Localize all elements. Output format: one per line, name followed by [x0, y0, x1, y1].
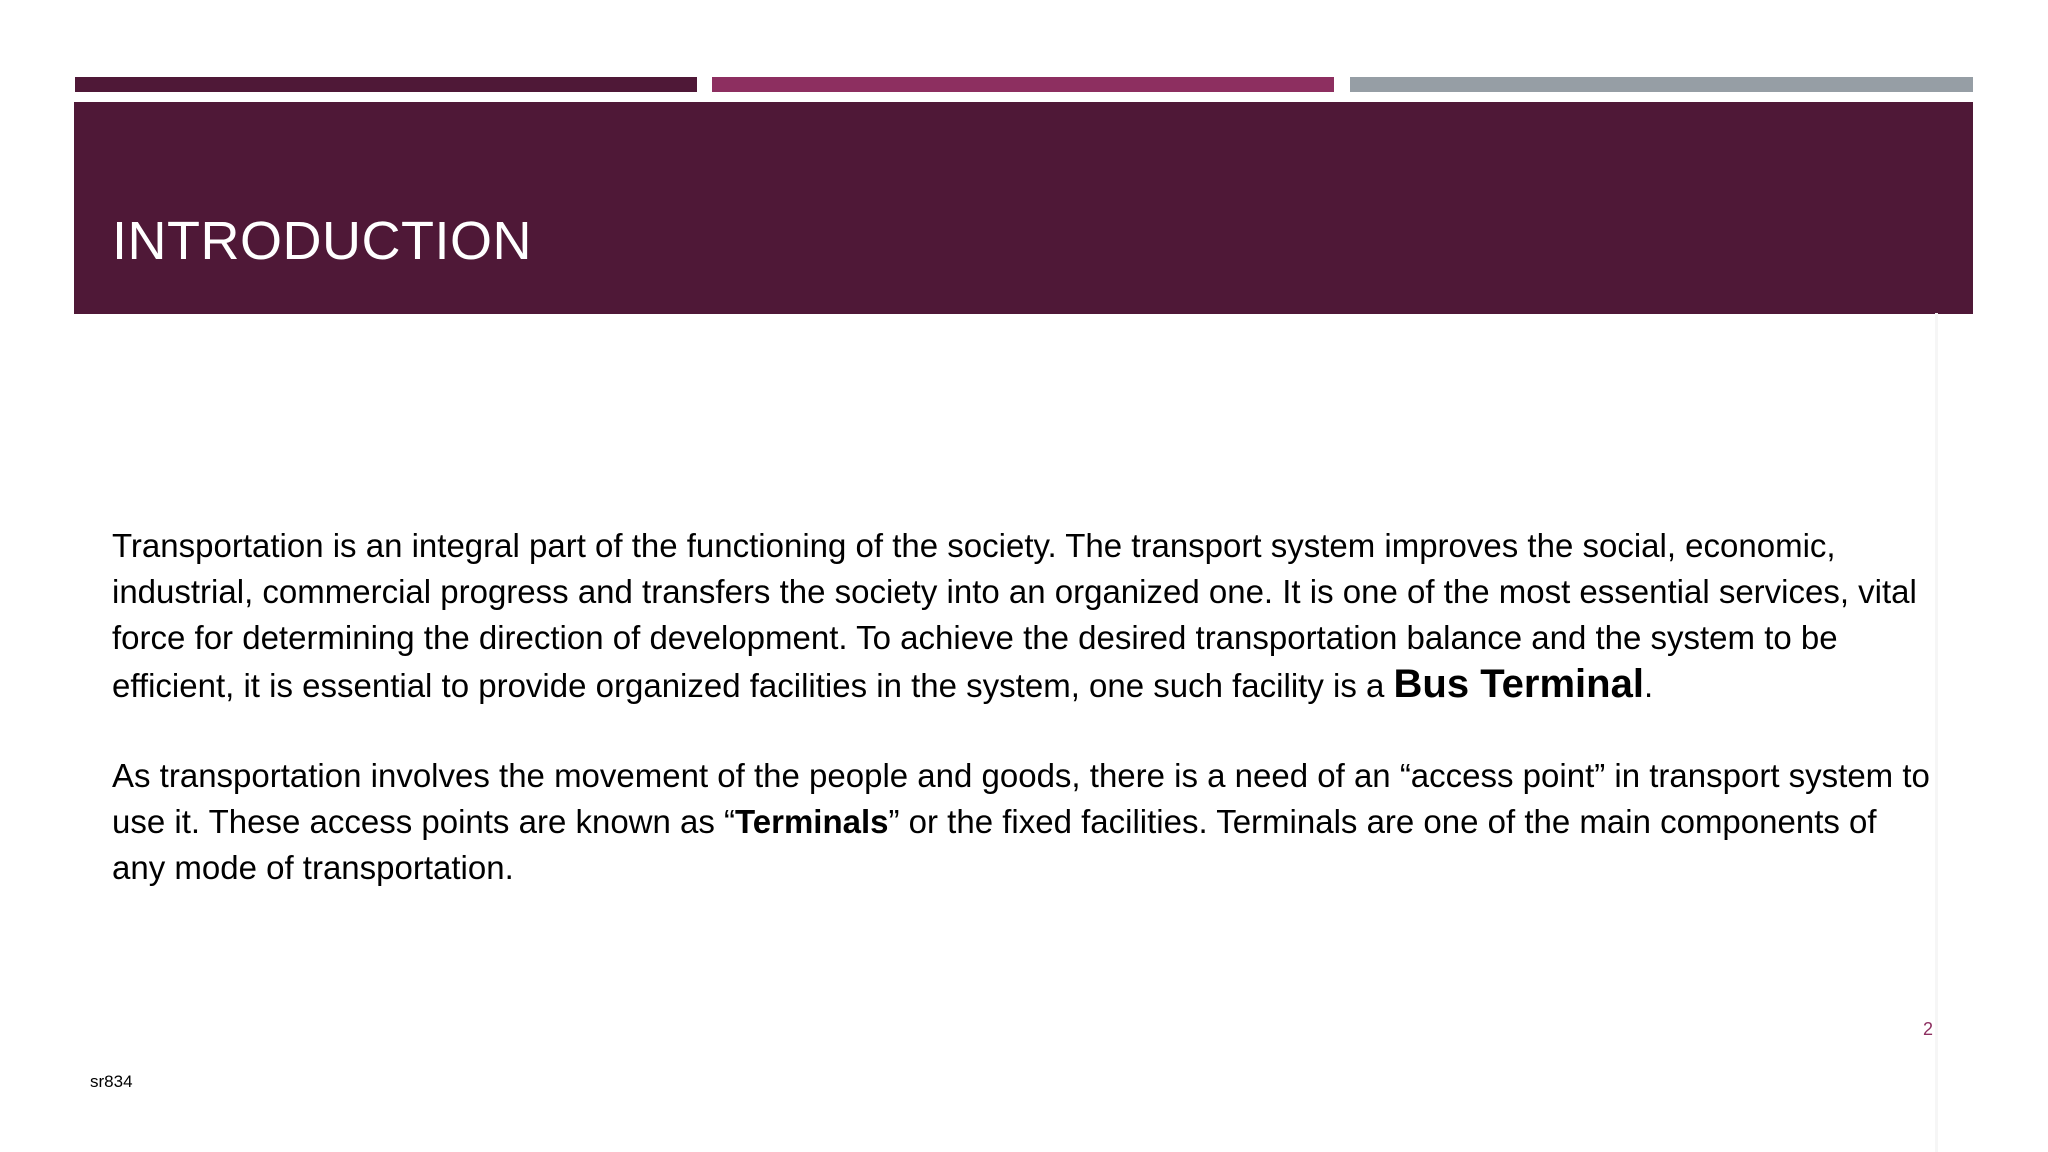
- accent-bar-dark: [75, 77, 697, 92]
- body-text: [112, 523, 1932, 891]
- title-band: [74, 102, 1973, 314]
- slide-title: INTRODUCTION: [112, 211, 532, 271]
- paragraph-1-text: Transportation is an integral part of the functioning of the society. The transport system improves the social, economic, industrial, commercial progress and transfers the society into an organized one. It is one of the most essential services, vital force for determining the direction of development. To achieve the desired transportation balance and the system to be efficient, it is essential to provide organized facilities in the system, one such facility is a: [112, 527, 1917, 704]
- paragraph-2-text-before: As transportation involves the movement of the people and goods, there is a need of an “access point” in transport system to use it. These access points are known as “: [112, 757, 1930, 840]
- page-number: 2: [1922, 1019, 1933, 1039]
- accent-bar-gray: [1350, 77, 1973, 92]
- paragraph-1-end: .: [1643, 667, 1654, 704]
- paragraph-1-bold: Bus Terminal: [1393, 662, 1644, 706]
- paragraph-2-bold: Terminals: [735, 803, 889, 840]
- accent-bar-magenta: [712, 77, 1334, 92]
- paragraph-2-text-after: ” or the fixed facilities. Terminals are one of the main components of any mode of transportation.: [112, 803, 1877, 886]
- footer-text: sr834: [90, 1072, 133, 1091]
- paragraph-1: [112, 523, 1932, 709]
- paragraph-2: [112, 753, 1932, 891]
